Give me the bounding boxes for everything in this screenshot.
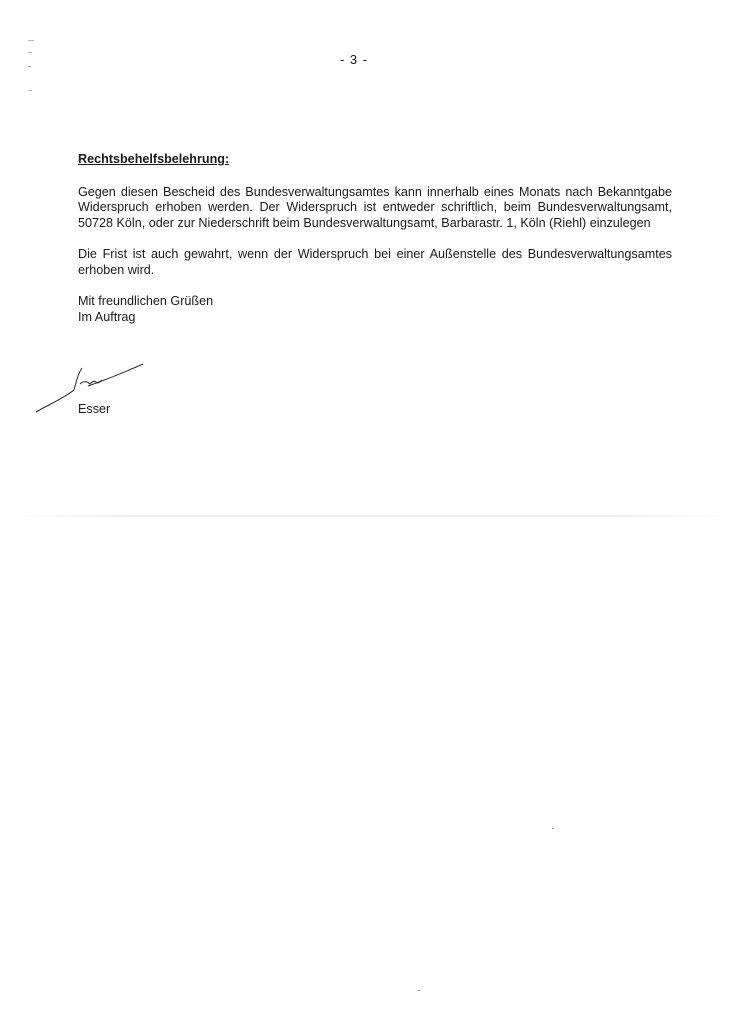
scan-mark: [28, 90, 32, 91]
signer-name: Esser: [78, 402, 111, 416]
page-number: - 3 -: [339, 52, 369, 67]
closing-by-order: Im Auftrag: [78, 309, 136, 324]
body-paragraph-1: Gegen diesen Bescheid des Bundesverwaltungsamtes kann innerhalb eines Monats nach Bekanntgabe Widerspruch erhoben werden. Der Widerspruch ist entweder schriftlich, beim Bundesverwaltungsamt, 50728 Köln, oder zur Niederschrift beim Bundesverwaltungsamt, Barbarastr. 1, Köln (Riehl) einzulegen: [78, 184, 672, 230]
letter-body: [78, 152, 672, 325]
paper-fold-line: [10, 515, 734, 517]
scan-speck: [418, 990, 420, 991]
scan-mark: [28, 40, 34, 41]
body-paragraph-2: Die Frist ist auch gewahrt, wenn der Widerspruch bei einer Außenstelle des Bundesverwaltungsamtes erhoben wird.: [78, 247, 672, 277]
legal-remedy-heading: Rechtsbehelfsbelehrung:: [78, 152, 230, 166]
closing-greeting: Mit freundlichen Grüßen: [78, 294, 214, 308]
scan-speck: [552, 828, 554, 829]
